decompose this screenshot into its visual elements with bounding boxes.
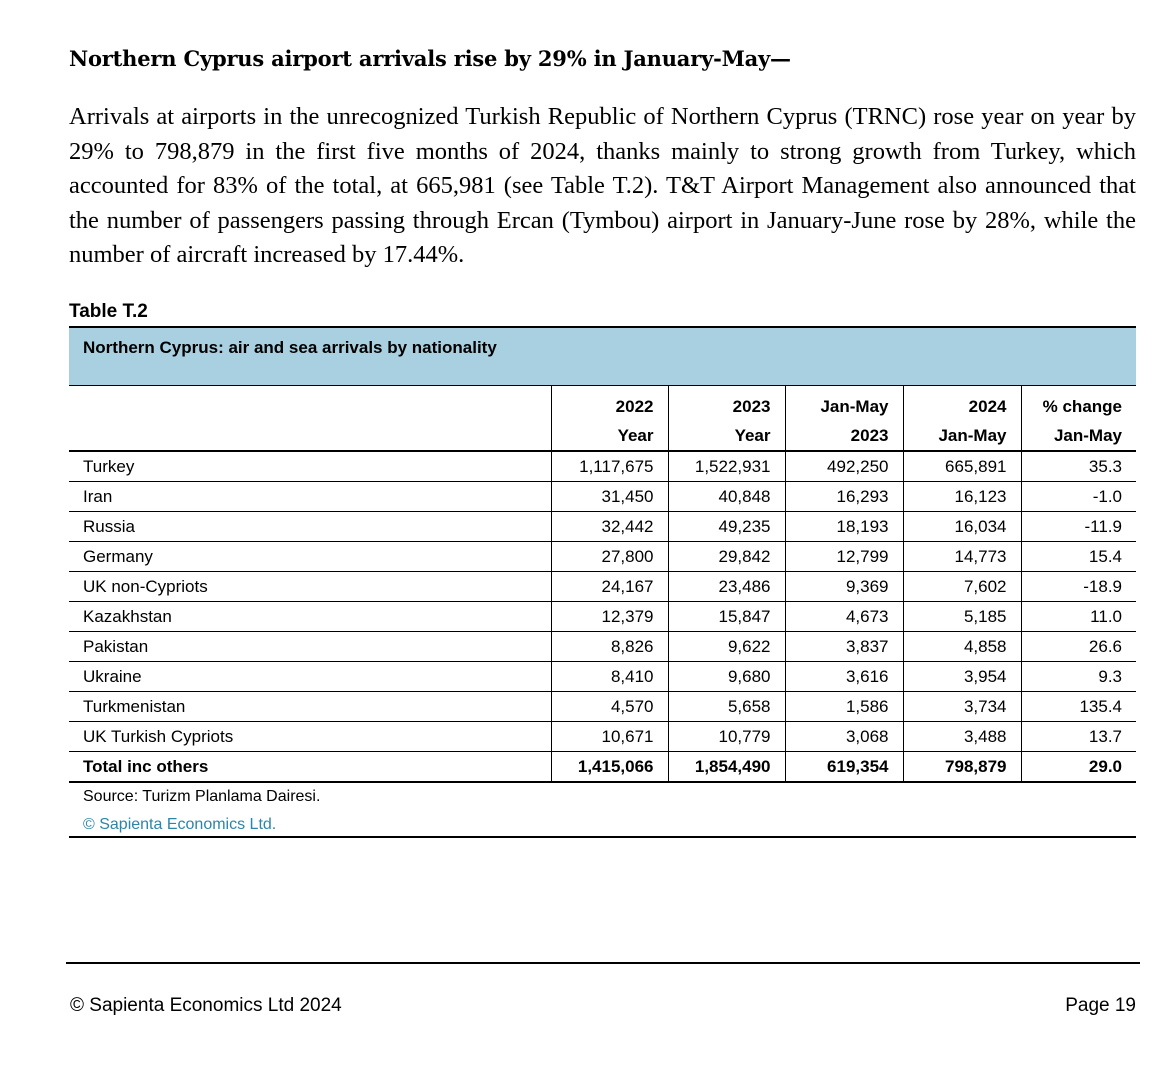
table-row	[69, 692, 1136, 722]
table-cell: 3,068	[785, 722, 903, 752]
table-cell: -11.9	[1021, 512, 1136, 542]
table-cell: 27,800	[551, 542, 668, 572]
row-label: Iran	[69, 482, 551, 512]
table-cell: 3,837	[785, 632, 903, 662]
table-cell: 32,442	[551, 512, 668, 542]
table-cell: 492,250	[785, 451, 903, 482]
table-caption: Northern Cyprus: air and sea arrivals by nationality	[83, 338, 497, 357]
table-cell: 24,167	[551, 572, 668, 602]
table-cell: 10,779	[668, 722, 785, 752]
table-row	[69, 662, 1136, 692]
table-cell: 3,616	[785, 662, 903, 692]
row-label: Turkmenistan	[69, 692, 551, 722]
table-cell: 3,488	[903, 722, 1021, 752]
table-cell: 665,891	[903, 451, 1021, 482]
table-cell: 26.6	[1021, 632, 1136, 662]
table-cell: 35.3	[1021, 451, 1136, 482]
table-cell: 1,415,066	[551, 752, 668, 783]
table-cell: 798,879	[903, 752, 1021, 783]
table-copyright: © Sapienta Economics Ltd.	[83, 816, 277, 833]
table-cell: 16,293	[785, 482, 903, 512]
row-label: Ukraine	[69, 662, 551, 692]
article-headline: Northern Cyprus airport arrivals rise by 29% in January-May—	[69, 46, 791, 71]
table-row	[69, 722, 1136, 752]
table-cell: 4,858	[903, 632, 1021, 662]
table-row	[69, 512, 1136, 542]
table-cell: 18,193	[785, 512, 903, 542]
table-cell: 9,680	[668, 662, 785, 692]
article-body: Arrivals at airports in the unrecognized Turkish Republic of Northern Cyprus (TRNC) rose year on year by 29% to 798,879 in the first five months of 2024, thanks mainly to strong growth from Turkey, which accounted for 83% of the total, at 665,981 (see Table T.2). T&T Airport Management also announced that the number of passengers passing through Ercan (Tymbou) airport in January-June rose by 28%, while the number of aircraft increased by 17.44%.	[69, 103, 1136, 269]
table-footer	[69, 782, 1136, 838]
table-cell: 1,586	[785, 692, 903, 722]
table-cell: 14,773	[903, 542, 1021, 572]
table-cell: 16,034	[903, 512, 1021, 542]
row-label: Turkey	[69, 451, 551, 482]
table-cell: 29,842	[668, 542, 785, 572]
column-header: 2022 Year	[551, 386, 668, 451]
row-label: UK non-Cypriots	[69, 572, 551, 602]
table-source: Source: Turizm Planlama Dairesi.	[83, 788, 321, 805]
table-header-row	[69, 386, 1136, 451]
table-cell: 5,658	[668, 692, 785, 722]
table-cell: 9,369	[785, 572, 903, 602]
table-cell: 619,354	[785, 752, 903, 783]
footer-divider	[66, 962, 1140, 964]
table-cell: 1,117,675	[551, 451, 668, 482]
table-cell: 11.0	[1021, 602, 1136, 632]
table-row	[69, 482, 1136, 512]
table-cell: 1,854,490	[668, 752, 785, 783]
table-cell: 15.4	[1021, 542, 1136, 572]
row-label: Kazakhstan	[69, 602, 551, 632]
table-cell: 9,622	[668, 632, 785, 662]
footer-copyright: © Sapienta Economics Ltd 2024	[70, 995, 342, 1016]
table-total-row	[69, 752, 1136, 783]
table-cell: 7,602	[903, 572, 1021, 602]
table-cell: 3,954	[903, 662, 1021, 692]
row-label: Russia	[69, 512, 551, 542]
arrivals-table	[69, 386, 1136, 783]
table-cell: 10,671	[551, 722, 668, 752]
table-row	[69, 602, 1136, 632]
table-row	[69, 451, 1136, 482]
column-header: 2024 Jan-May	[903, 386, 1021, 451]
table-row	[69, 572, 1136, 602]
table-cell: 4,570	[551, 692, 668, 722]
table-cell: 12,799	[785, 542, 903, 572]
row-label: Pakistan	[69, 632, 551, 662]
table-cell: 5,185	[903, 602, 1021, 632]
table-caption-box	[69, 326, 1136, 386]
table-cell: 23,486	[668, 572, 785, 602]
table-cell: 3,734	[903, 692, 1021, 722]
column-header: % change Jan-May	[1021, 386, 1136, 451]
table-cell: -18.9	[1021, 572, 1136, 602]
table-cell: 49,235	[668, 512, 785, 542]
table-cell: 13.7	[1021, 722, 1136, 752]
table-cell: 12,379	[551, 602, 668, 632]
table-cell: -1.0	[1021, 482, 1136, 512]
table-cell: 1,522,931	[668, 451, 785, 482]
row-label: Germany	[69, 542, 551, 572]
table-row	[69, 542, 1136, 572]
table-cell: 8,826	[551, 632, 668, 662]
column-header: 2023 Year	[668, 386, 785, 451]
table-cell: 15,847	[668, 602, 785, 632]
table-cell: 40,848	[668, 482, 785, 512]
table-cell: 4,673	[785, 602, 903, 632]
table-cell: 9.3	[1021, 662, 1136, 692]
table-cell: 31,450	[551, 482, 668, 512]
table-cell: 8,410	[551, 662, 668, 692]
table-cell: 29.0	[1021, 752, 1136, 783]
page-number: Page 19	[1065, 995, 1136, 1016]
table-label: Table T.2	[69, 301, 148, 322]
row-label: Total inc others	[69, 752, 551, 783]
header-blank	[69, 386, 551, 451]
table-cell: 135.4	[1021, 692, 1136, 722]
table-cell: 16,123	[903, 482, 1021, 512]
column-header: Jan-May 2023	[785, 386, 903, 451]
row-label: UK Turkish Cypriots	[69, 722, 551, 752]
table-row	[69, 632, 1136, 662]
